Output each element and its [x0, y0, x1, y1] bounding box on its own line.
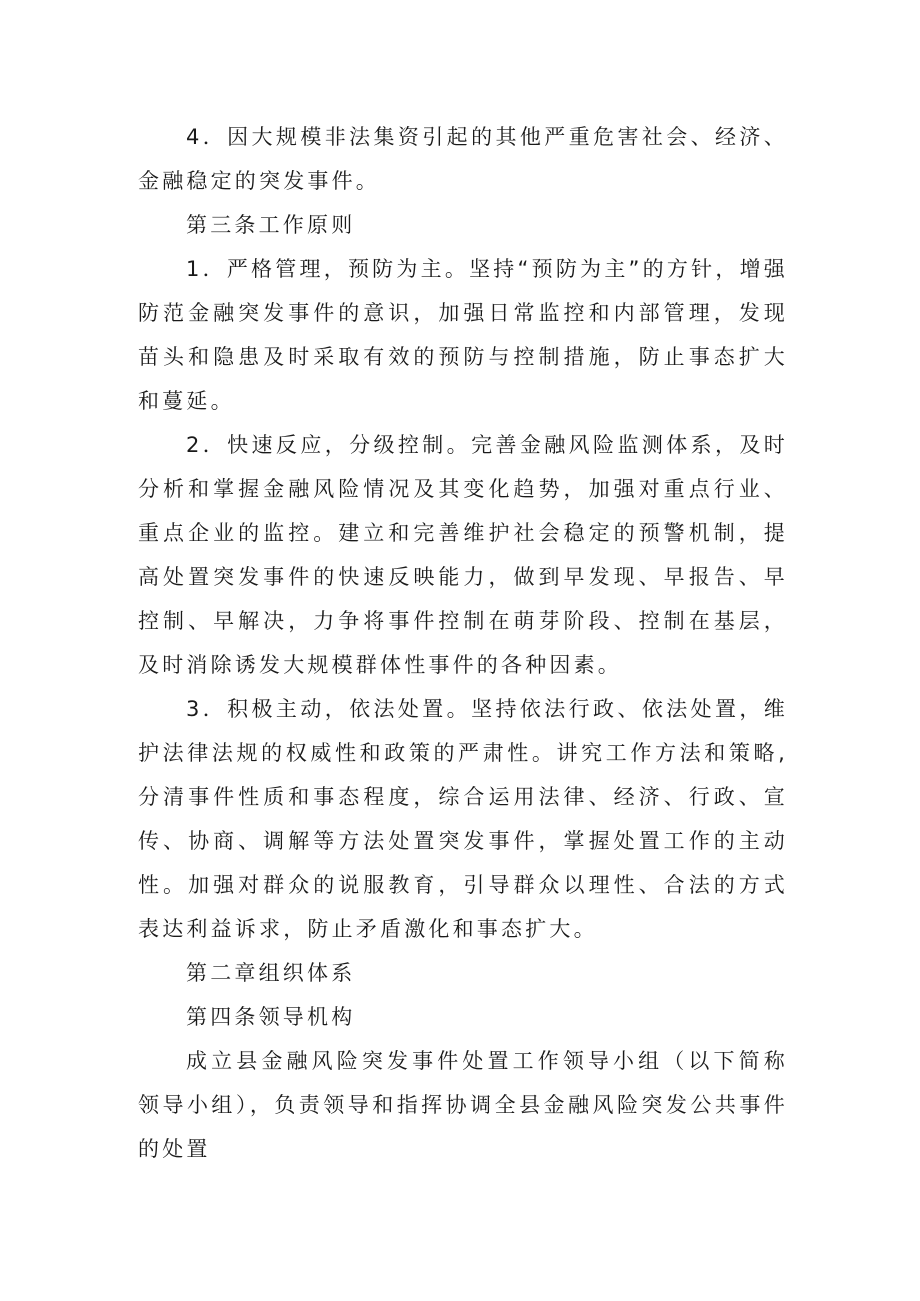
paragraph-item-4-illegal-fundraising: 4．因大规模非法集资引起的其他严重危害社会、经济、金融稳定的突发事件。: [138, 125, 788, 193]
document-body: [138, 115, 788, 1171]
principle-1-paragraph: 1．严格管理，预防为主。坚持“预防为主”的方针，增强防范金融突发事件的意识，加强日常监控和内部管理，发现苗头和隐患及时采取有效的预防与控制措施，防止事态扩大和蔓延。: [138, 257, 788, 413]
article-4-heading: 第四条领导机构: [186, 1005, 356, 1029]
article-3-heading: 第三条工作原则: [186, 213, 356, 237]
chapter-2-heading: 第二章组织体系: [186, 961, 356, 985]
principle-2-paragraph: 2．快速反应，分级控制。完善金融风险监测体系，及时分析和掌握金融风险情况及其变化趋势，加强对重点行业、重点企业的监控。建立和完善维护社会稳定的预警机制，提高处置突发事件的快速反映能力，做到早发现、早报告、早控制、早解决，力争将事件控制在萌芽阶段、控制在基层，及时消除诱发大规模群体性事件的各种因素。: [138, 433, 788, 677]
principle-3-paragraph: 3．积极主动，依法处置。坚持依法行政、依法处置，维护法律法规的权威性和政策的严肃性。讲究工作方法和策略,分清事件性质和事态程度，综合运用法律、经济、行政、宣传、协商、调解等方法处置突发事件，掌握处置工作的主动性。加强对群众的说服教育，引导群众以理性、合法的方式表达利益诉求，防止矛盾激化和事态扩大。: [138, 697, 788, 941]
leadership-group-paragraph: 成立县金融风险突发事件处置工作领导小组（以下简称领导小组），负责领导和指挥协调全县金融风险突发公共事件的处置: [138, 1049, 788, 1161]
